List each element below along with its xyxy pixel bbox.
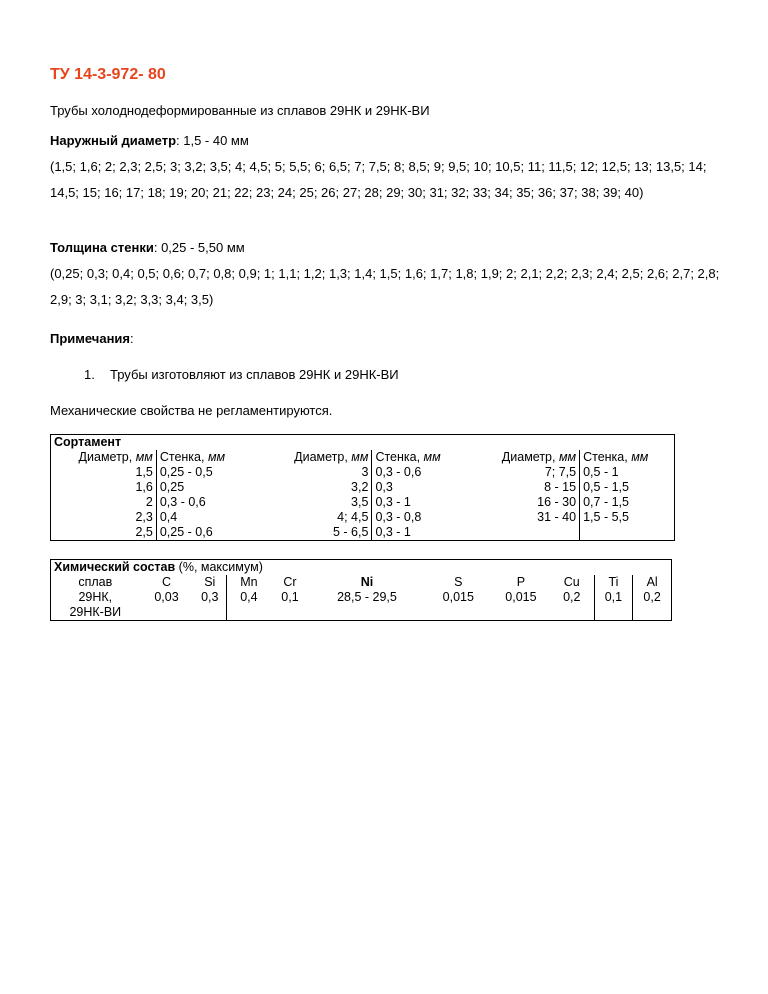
diameter-cell [476,525,580,541]
wall-cell: 0,5 - 1,5 [580,480,675,495]
chem-header-si: Si [204,575,216,589]
col-header-wall-2: Стенка, мм [372,450,476,465]
wall-cell: 0,3 - 1 [372,525,476,541]
sortament-heading: Сортамент [54,435,122,449]
wall-cell [580,525,675,541]
diameter-cell: 16 - 30 [537,495,577,509]
wall-cell: 0,5 - 1 [580,465,675,480]
wall-thickness-values: (0,25; 0,3; 0,4; 0,5; 0,6; 0,7; 0,8; 0,9; 1; 1,1; 1,2; 1,3; 1,4; 1,5; 1,6; 1,7; 1,8; 1,9; 2; 2,1; 2,2; 2,3; 2,4; 2,5; 2,6; 2,7; 2,8; 2,9; 3; 3,1; 3,2; 3,3; 3,4; 3,5) [50,266,720,307]
chem-header-cr: Cr [283,575,297,589]
diameter-cell: 2,3 [135,510,153,524]
diameter-cell: 31 - 40 [537,510,577,524]
note-item-1 [84,367,399,382]
table-row [51,495,675,510]
table-row [51,465,675,480]
notes-label: Примечания [50,331,131,346]
diameter-cell: 8 - 15 [544,480,577,494]
al-value: 0,2 [633,590,672,621]
chem-header-cu: Cu [563,575,580,589]
wall-cell: 0,3 - 0,6 [156,495,260,510]
mechanical-properties-note: Механические свойства не регламентируются. [50,403,333,418]
diameter-cell: 7; 7,5 [544,465,577,479]
document-subtitle: Трубы холоднодеформированные из сплавов 29НК и 29НК-ВИ [50,103,430,118]
chem-header-row [51,575,672,590]
wall-cell: 0,3 - 1 [372,495,476,510]
col-header-wall-1: Стенка, мм [156,450,260,465]
chem-header-al: Al [633,575,672,590]
diameter-cell: 3,5 [351,495,369,509]
p-value: 0,015 [505,590,537,604]
c-value: 0,03 [154,590,179,604]
table-row [51,480,675,495]
chem-header-c: C [162,575,172,589]
wall-cell: 0,4 [156,510,260,525]
chem-heading-row [51,560,672,576]
cr-value: 0,1 [281,590,299,604]
chem-header-p: P [516,575,526,589]
ti-value: 0,1 [594,590,633,621]
wall-cell: 0,3 - 0,6 [372,465,476,480]
outer-diameter-label: Наружный диаметр [50,133,177,148]
s-value: 0,015 [442,590,474,604]
notes-colon: : [130,331,134,346]
note-item-text: Трубы изготовляют из сплавов 29НК и 29НК-ВИ [110,367,399,382]
wall-cell: 0,25 - 0,5 [156,465,260,480]
diameter-cell: 2 [145,495,153,509]
col-header-diameter-1: Диаметр, мм [78,450,153,464]
wall-cell: 0,7 - 1,5 [580,495,675,510]
wall-cell: 0,3 [372,480,476,495]
wall-cell: 0,25 [156,480,260,495]
alloy-cell: 29НК, 29НК-ВИ [69,590,122,619]
sortament-header-row [51,450,675,465]
outer-diameter-values: (1,5; 1,6; 2; 2,3; 2,5; 3; 3,2; 3,5; 4; 4,5; 5; 5,5; 6; 6,5; 7; 7,5; 8; 8,5; 9; 9,5; 10; 10,5; 11; 11,5; 12; 12,5; 13; 13,5; 14; 14,5; 15; 16; 17; 18; 19; 20; 21; 22; 23; 24; 25; 26; 27; 28; 29; 30; 31; 32; 33; 34; 35; 36; 37; 38; 39; 40) [50,159,707,200]
diameter-cell: 2,5 [135,525,153,539]
cu-value: 0,2 [563,590,581,604]
wall-cell: 0,3 - 0,8 [372,510,476,525]
chem-header-mn: Mn [227,575,271,590]
notes-heading [50,326,730,352]
mn-value: 0,4 [227,590,271,621]
outer-diameter-range: : 1,5 - 40 мм [176,133,249,148]
wall-cell: 1,5 - 5,5 [580,510,675,525]
diameter-cell: 1,5 [135,465,153,479]
ni-value: 28,5 - 29,5 [337,590,397,604]
chemical-composition-table [50,559,672,621]
chem-header-s: S [454,575,463,589]
col-header-diameter-3: Диаметр, мм [501,450,577,464]
outer-diameter-section [50,128,730,206]
table-row [51,525,675,541]
table-row [51,590,672,621]
wall-thickness-range: : 0,25 - 5,50 мм [153,240,245,255]
diameter-cell: 3,2 [351,480,369,494]
col-header-wall-3: Стенка, мм [580,450,675,465]
wall-thickness-section [50,235,730,313]
table-row [51,510,675,525]
diameter-cell: 1,6 [135,480,153,494]
col-header-diameter-2: Диаметр, мм [294,450,369,464]
diameter-cell: 5 - 6,5 [333,525,369,539]
chem-heading: Химический состав (%, максимум) [54,560,263,574]
chem-header-ni: Ni [360,575,374,589]
chem-header-ti: Ti [594,575,633,590]
si-value: 0,3 [201,590,219,604]
wall-thickness-label: Толщина стенки [50,240,154,255]
note-item-number: 1. [84,367,95,382]
sortament-table [50,434,675,541]
document-title: ТУ 14-3-972- 80 [50,66,166,83]
diameter-cell: 3 [361,465,369,479]
sortament-heading-row [51,435,675,451]
diameter-cell: 4; 4,5 [337,510,369,524]
chem-header-alloy: сплав [78,575,113,589]
wall-cell: 0,25 - 0,6 [156,525,260,541]
